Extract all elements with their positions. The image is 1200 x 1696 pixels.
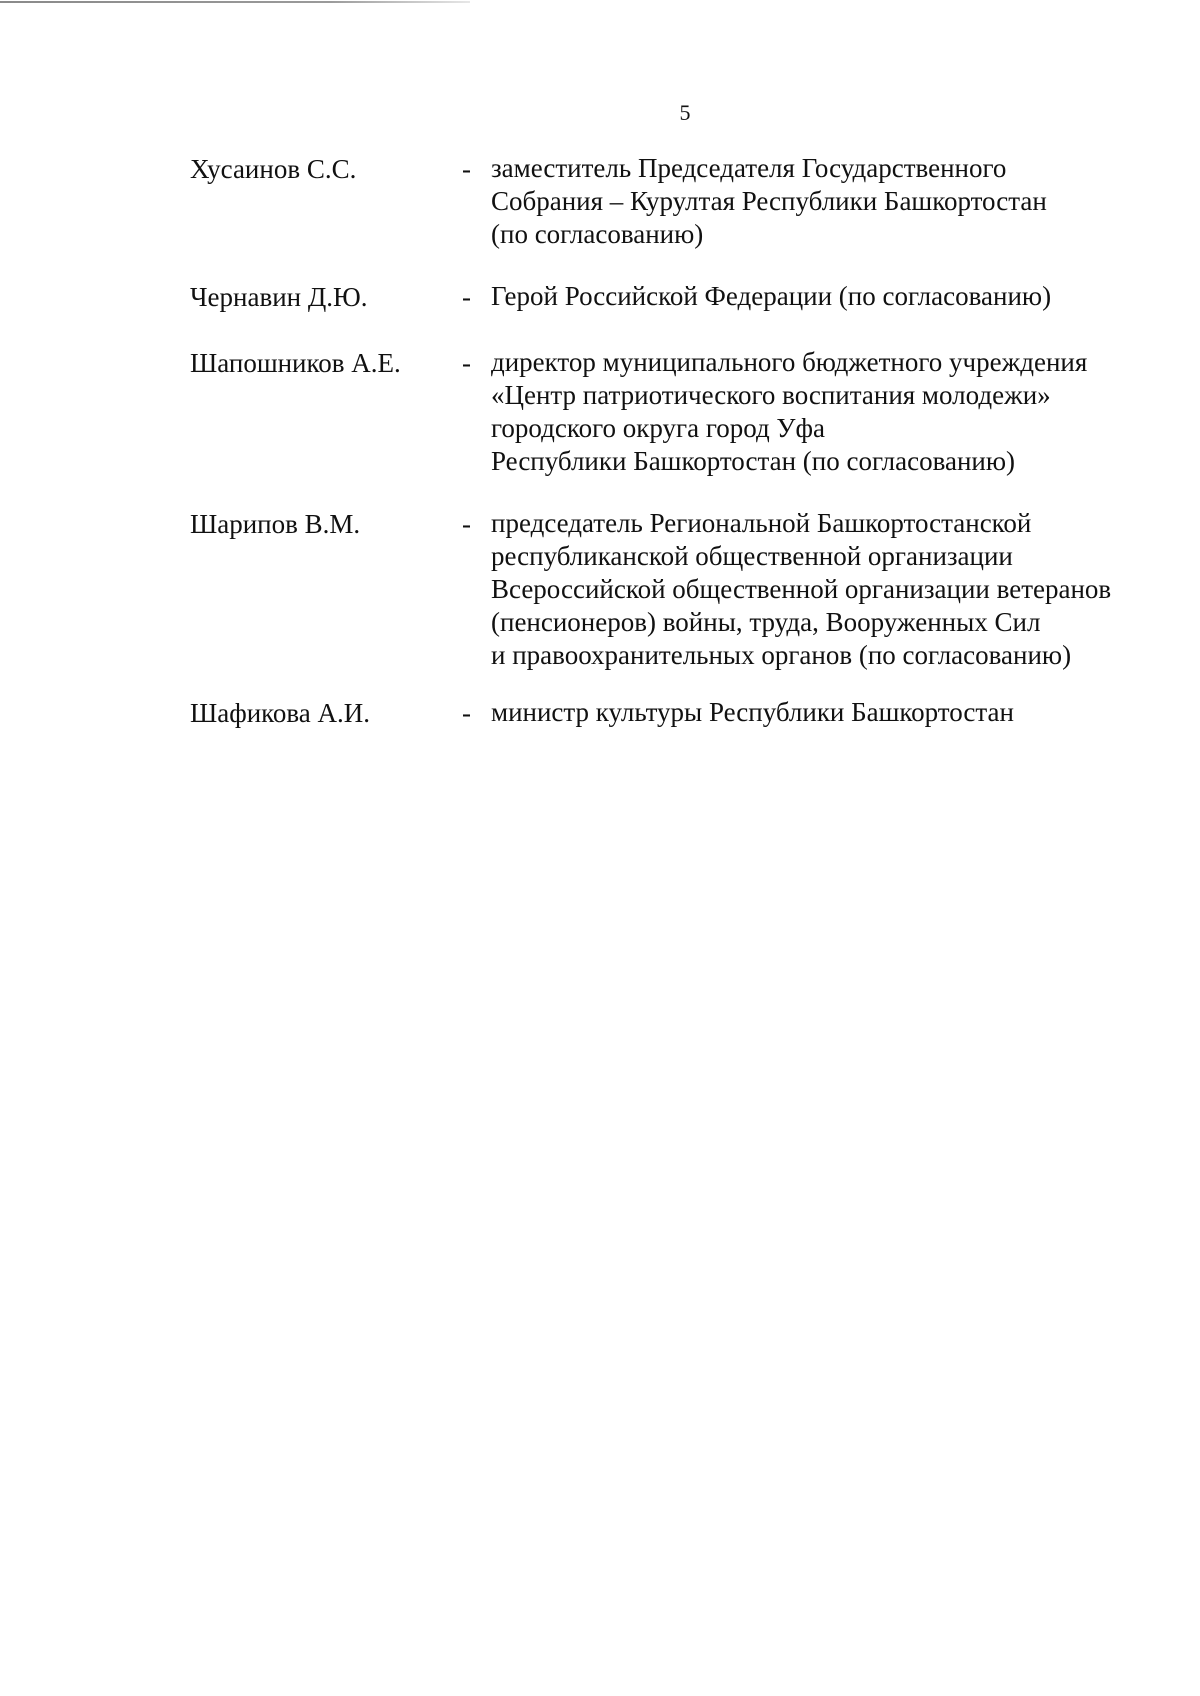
position-line: и правоохранительных органов (по согласованию) bbox=[491, 640, 1072, 670]
position-line: Всероссийской общественной организации ветеранов bbox=[491, 574, 1112, 604]
position-line: «Центр патриотического воспитания молодежи» bbox=[491, 380, 1051, 410]
member-position bbox=[491, 346, 1141, 478]
position-line: городского округа город Уфа bbox=[491, 413, 826, 443]
entry-dash: - bbox=[462, 698, 471, 728]
entry-dash: - bbox=[462, 154, 471, 184]
position-line: министр культуры Республики Башкортостан bbox=[491, 697, 1014, 727]
position-line: директор муниципального бюджетного учреждения bbox=[491, 347, 1088, 377]
member-position bbox=[491, 280, 1141, 313]
entry-dash: - bbox=[462, 348, 471, 378]
member-name: Шарипов В.М. bbox=[190, 509, 361, 539]
position-line: (пенсионеров) войны, труда, Вооруженных Сил bbox=[491, 607, 1041, 637]
member-position bbox=[491, 696, 1141, 729]
position-line: Республики Башкортостан (по согласованию) bbox=[491, 446, 1016, 476]
page-number: 5 bbox=[679, 100, 691, 125]
position-line: заместитель Председателя Государственного bbox=[491, 153, 1007, 183]
position-line: (по согласованию) bbox=[491, 219, 704, 249]
member-position bbox=[491, 507, 1141, 672]
position-line: Герой Российской Федерации (по согласованию) bbox=[491, 281, 1052, 311]
position-line: Собрания – Курултая Республики Башкортостан bbox=[491, 186, 1047, 216]
member-name: Шафикова А.И. bbox=[190, 698, 371, 728]
entry-dash: - bbox=[462, 282, 471, 312]
member-name: Шапошников А.Е. bbox=[190, 348, 401, 378]
member-position bbox=[491, 152, 1141, 251]
position-line: председатель Региональной Башкортостанской bbox=[491, 508, 1032, 538]
position-line: республиканской общественной организации bbox=[491, 541, 1013, 571]
entry-dash: - bbox=[462, 509, 471, 539]
member-name: Чернавин Д.Ю. bbox=[190, 282, 368, 312]
member-name: Хусаинов С.С. bbox=[190, 154, 357, 184]
